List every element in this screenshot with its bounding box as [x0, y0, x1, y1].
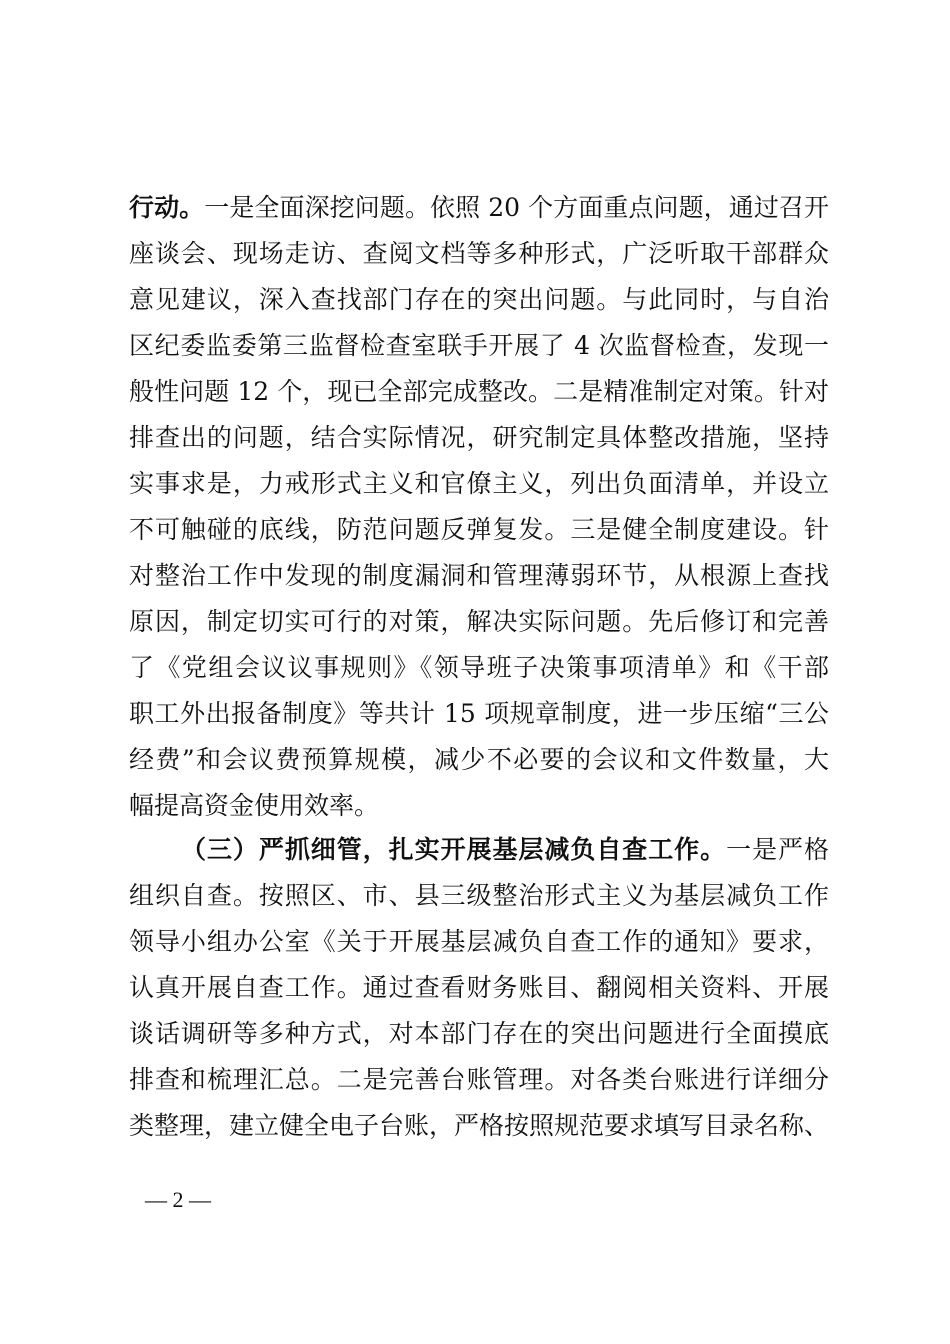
- paragraph-line: 了《党组会议议事规则》《领导班子决策事项清单》和《干部: [129, 653, 829, 682]
- paragraph-line: 实事求是，力戒形式主义和官僚主义，列出负面清单，并设立: [129, 469, 829, 498]
- section-heading-text: （三）严抓细管，扎实开展基层减负自查工作。: [181, 835, 727, 864]
- paragraph-line: 领导小组办公室《关于开展基层减负自查工作的通知》要求，: [129, 927, 829, 956]
- paragraph-line: 排查出的问题，结合实际情况，研究制定具体整改措施，坚持: [129, 423, 829, 452]
- paragraph-line: 认真开展自查工作。通过查看财务账目、翻阅相关资料、开展: [129, 973, 829, 1002]
- paragraph-line: 般性问题 12 个，现已全部完成整改。二是精准制定对策。针对: [129, 377, 829, 406]
- paragraph-line: 类整理，建立健全电子台账，严格按照规范要求填写目录名称、: [129, 1111, 830, 1140]
- body-paragraph-2: [129, 827, 829, 1149]
- paragraph-line: 排查和梳理汇总。二是完善台账管理。对各类台账进行详细分: [129, 1065, 829, 1094]
- bold-lead-text: 行动。: [129, 193, 205, 222]
- body-paragraph-1: [129, 185, 829, 829]
- page-number: — 2 —: [145, 1187, 211, 1212]
- paragraph-line: 区纪委监委第三监督检查室联手开展了 4 次监督检查，发现一: [129, 331, 829, 360]
- paragraph-line: （三）严抓细管，扎实开展基层减负自查工作。一是严格: [181, 835, 829, 864]
- paragraph-line: 职工外出报备制度》等共计 15 项规章制度，进一步压缩“三公: [129, 699, 829, 728]
- paragraph-line: 经费”和会议费预算规模，减少不必要的会议和文件数量，大: [129, 745, 829, 774]
- paragraph-line: 座谈会、现场走访、查阅文档等多种形式，广泛听取干部群众: [129, 239, 829, 268]
- paragraph-line: 意见建议，深入查找部门存在的突出问题。与此同时，与自治: [129, 285, 829, 314]
- paragraph-line: 幅提高资金使用效率。: [129, 791, 380, 820]
- paragraph-line: 谈话调研等多种方式，对本部门存在的突出问题进行全面摸底: [129, 1019, 829, 1048]
- paragraph-line: 对整治工作中发现的制度漏洞和管理薄弱环节，从根源上查找: [129, 561, 829, 590]
- paragraph-line: 组织自查。按照区、市、县三级整治形式主义为基层减负工作: [129, 881, 829, 910]
- paragraph-line: 行动。一是全面深挖问题。依照 20 个方面重点问题，通过召开: [129, 193, 829, 222]
- paragraph-line: 不可触碰的底线，防范问题反弹复发。三是健全制度建设。针: [129, 515, 829, 544]
- paragraph-line: 原因，制定切实可行的对策，解决实际问题。先后修订和完善: [129, 607, 829, 636]
